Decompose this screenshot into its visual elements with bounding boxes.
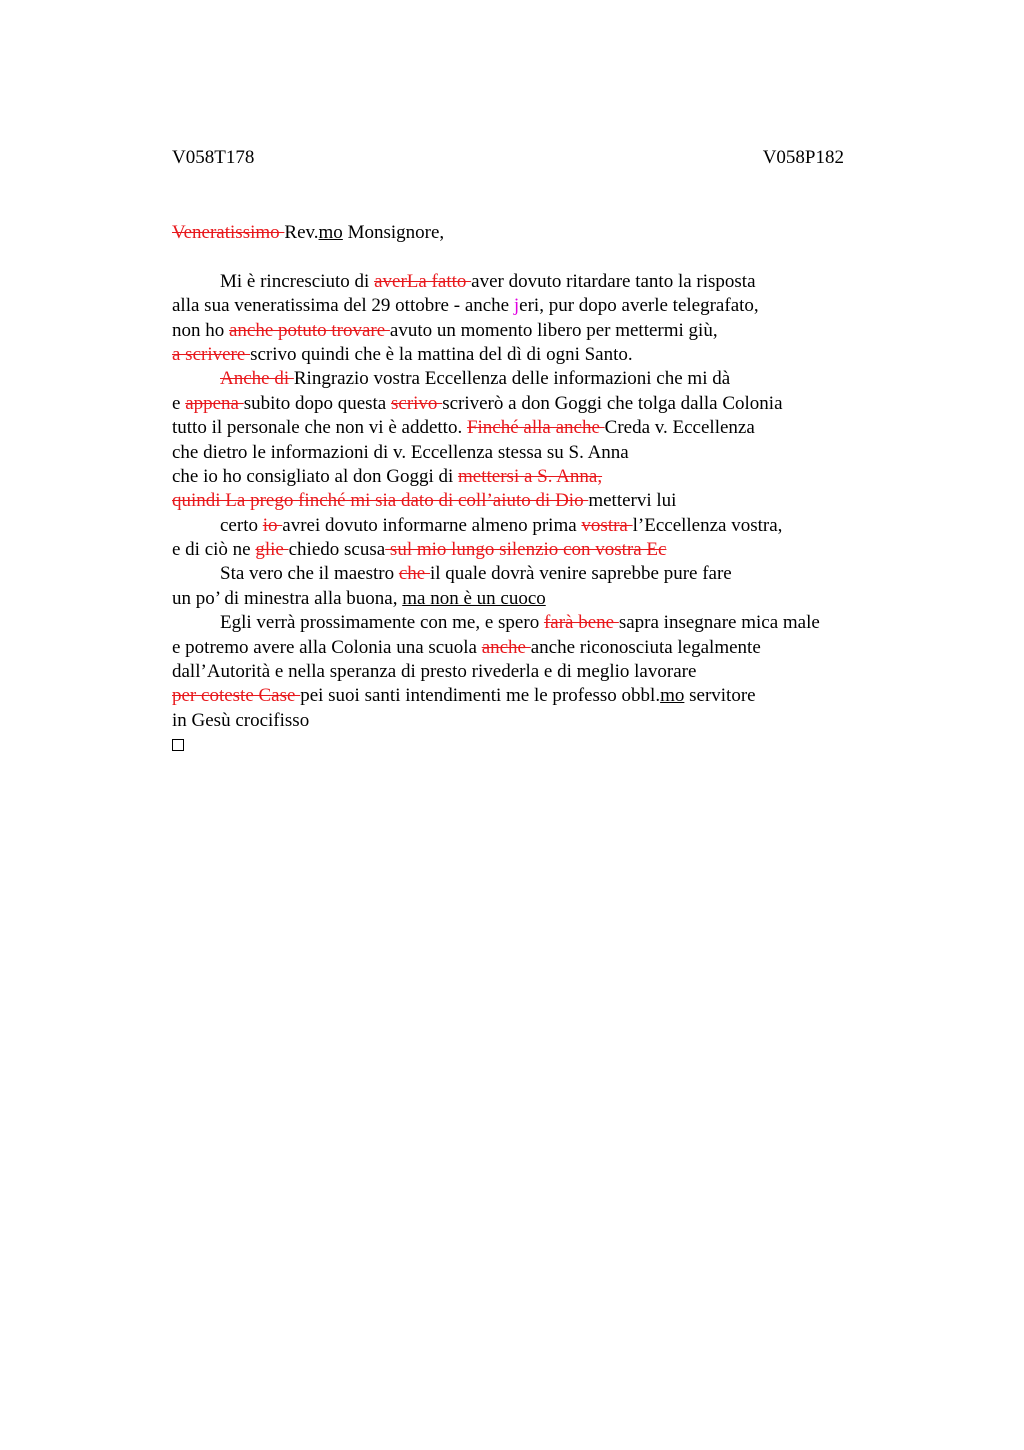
underlined-text: mo: [660, 685, 685, 707]
text-line-2: [172, 294, 912, 318]
deleted-text: farà bene: [543, 612, 619, 634]
text-line-14: [172, 587, 912, 611]
deleted-text: Veneratissimo: [172, 222, 285, 243]
text: anche riconosciuta legalmente: [530, 636, 761, 658]
deleted-text: averLa fatto: [374, 270, 472, 292]
underlined-text: ma non è un cuoco: [402, 587, 546, 609]
text: pei suoi santi intendimenti me le professo obbl.: [300, 685, 661, 707]
text: Egli verrà prossimamente con me, e spero: [220, 612, 544, 634]
deleted-text: io: [262, 514, 283, 536]
header-right-code: V058P182: [762, 147, 844, 168]
text: scriverò a don Goggi che tolga dalla Colonia: [442, 392, 783, 414]
deleted-text: Anche di: [220, 368, 294, 390]
text: aver dovuto ritardare tanto la risposta: [471, 270, 756, 292]
text-line-16: [172, 636, 912, 660]
text-line-18: [172, 684, 912, 708]
deleted-text: anche potuto trovare: [229, 319, 390, 341]
text: eri, pur dopo averle telegrafato,: [519, 295, 759, 317]
text: Mi è rincresciuto di: [220, 270, 375, 292]
inserted-text: j: [513, 295, 520, 317]
text-line-7: [172, 416, 912, 440]
text-line-12: [172, 538, 912, 562]
text: non ho: [172, 319, 229, 341]
text: che io ho consigliato al don Goggi di: [172, 465, 459, 487]
deleted-text: glie: [255, 539, 289, 561]
deleted-text: per coteste Case: [172, 685, 301, 707]
deleted-text: sul mio lungo silenzio con vostra Ec: [385, 539, 667, 561]
text-line-17: [172, 660, 912, 684]
deleted-text: appena: [185, 392, 244, 414]
text-line-15: [172, 611, 912, 635]
text: alla sua veneratissima del 29 ottobre - anche: [172, 295, 514, 317]
text: dall’Autorità e nella speranza di presto rivederla e di meglio lavorare: [172, 661, 697, 683]
deleted-text: scrivo: [391, 392, 443, 414]
text: sapra insegnare mica male: [618, 612, 820, 634]
letter-body: [172, 221, 912, 758]
text-line-9: [172, 465, 912, 489]
text-line-8: [172, 441, 912, 465]
text: certo: [220, 514, 263, 536]
text-line-13: [172, 562, 912, 586]
text-line-19: [172, 709, 912, 733]
text-line-3: [172, 319, 912, 343]
text-line-5: [172, 367, 912, 391]
deleted-text: mettersi a S. Anna,: [458, 465, 603, 487]
text: mettervi lui: [588, 490, 677, 512]
text-line-10: [172, 489, 912, 513]
text: e di ciò ne: [172, 539, 256, 561]
deleted-text: che: [398, 563, 430, 585]
text: avuto un momento libero per mettermi giù,: [389, 319, 718, 341]
text: e potremo avere alla Colonia una scuola: [172, 636, 482, 658]
text: Creda v. Eccellenza: [604, 417, 755, 439]
text: un po’ di minestra alla buona,: [172, 587, 403, 609]
deleted-text: quindi La prego finché mi sia dato di coll’aiuto di Dio: [172, 490, 589, 512]
text: tutto il personale che non vi è addetto.: [172, 417, 467, 439]
text: l’Eccellenza vostra,: [632, 514, 783, 536]
deleted-text: a scrivere: [172, 343, 251, 365]
text: il quale dovrà venire saprebbe pure fare: [429, 563, 732, 585]
deleted-text: vostra: [581, 514, 633, 536]
text: scrivo quindi che è la mattina del dì di ogni Santo.: [250, 343, 633, 365]
text-line-6: [172, 392, 912, 416]
text-line-1: [172, 270, 912, 294]
text: chiedo scusa: [288, 539, 386, 561]
header-left-code: V058T178: [172, 147, 255, 168]
text-line-4: [172, 343, 912, 367]
text: Sta vero che il maestro: [220, 563, 399, 585]
blank-line: [172, 245, 912, 269]
text: subito dopo questa: [243, 392, 391, 414]
empty-square-icon: [172, 739, 184, 751]
text: servitore: [684, 685, 756, 707]
text: e: [172, 392, 186, 414]
text: avrei dovuto informarne almeno prima: [282, 514, 582, 536]
salutation-line: [172, 221, 912, 245]
deleted-text: Finché alla anche: [466, 417, 605, 439]
text: Ringrazio vostra Eccellenza delle informazioni che mi dà: [293, 368, 731, 390]
text: in Gesù crocifisso: [172, 709, 310, 731]
deleted-text: anche: [481, 636, 531, 658]
end-mark-line: [172, 733, 912, 757]
text: Rev.: [284, 222, 319, 243]
text: Monsignore,: [342, 222, 445, 243]
text: che dietro le informazioni di v. Eccellenza stessa su S. Anna: [172, 441, 629, 463]
underlined-text: mo: [318, 222, 343, 243]
text-line-11: [172, 514, 912, 538]
